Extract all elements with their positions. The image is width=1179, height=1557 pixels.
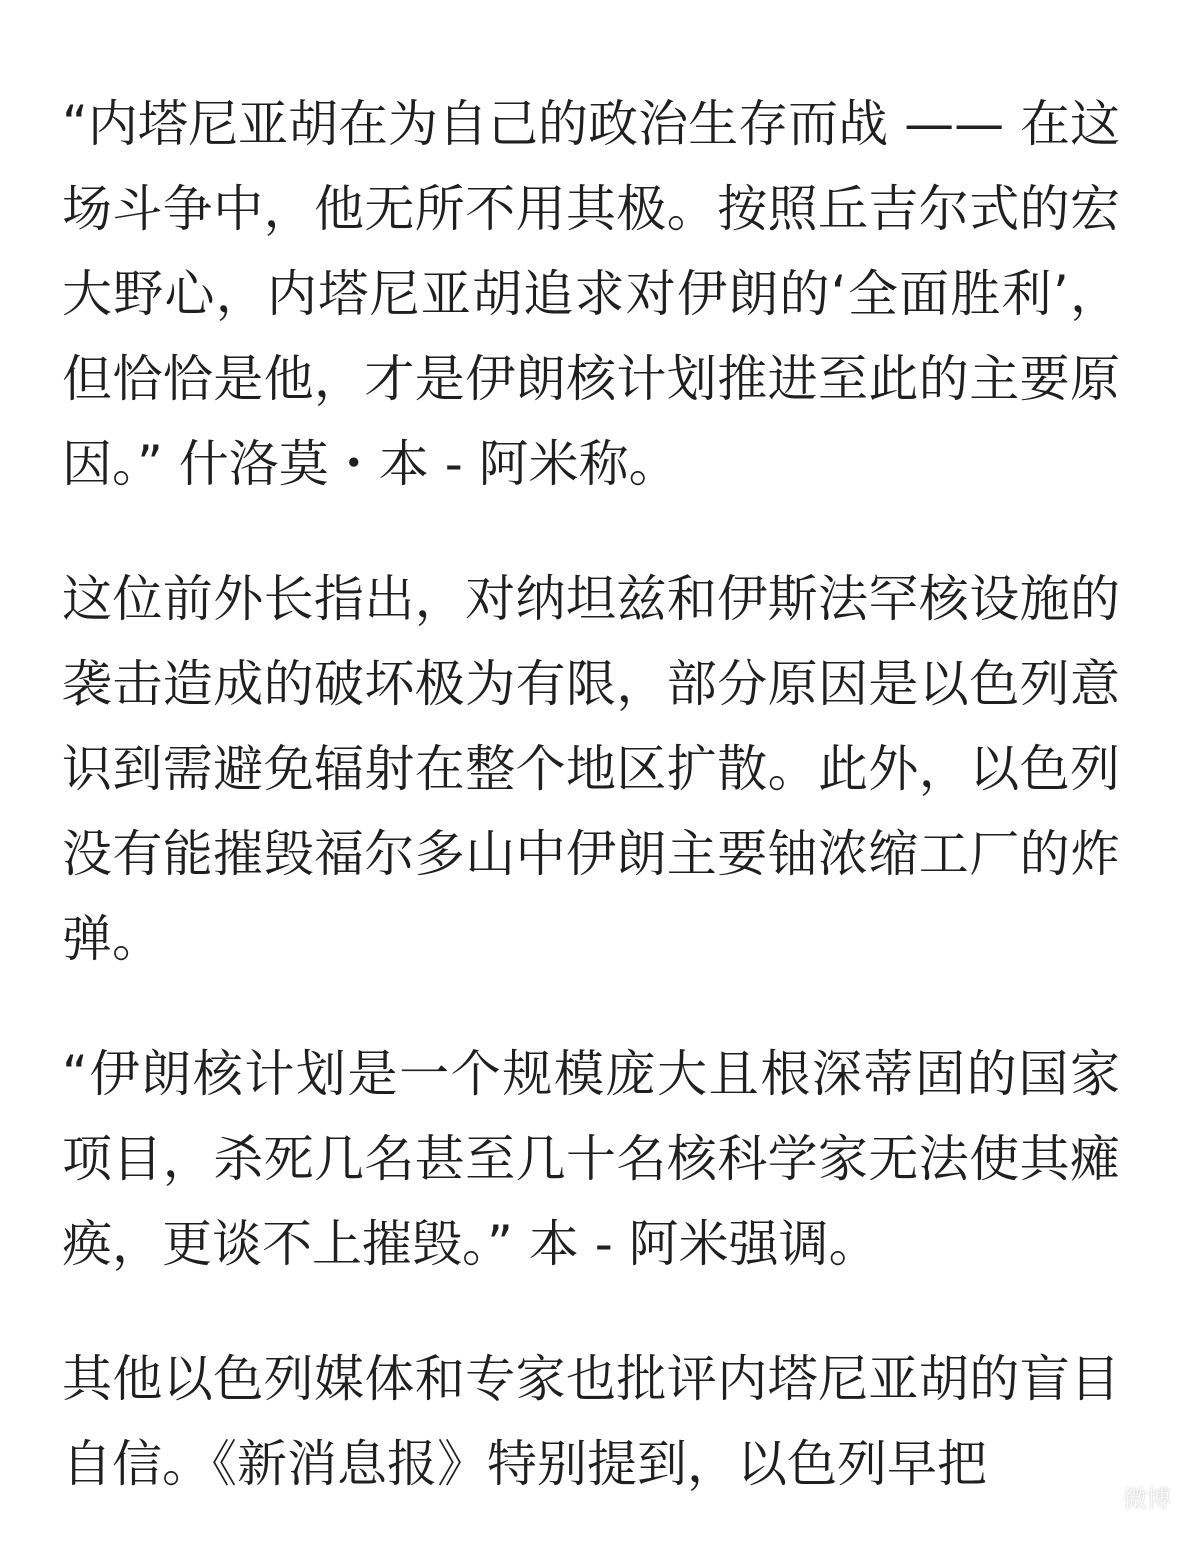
article-paragraph-3: “伊朗核计划是一个规模庞大且根深蒂固的国家项目，杀死几名甚至几十名核科学家无法使其瘫痪，更谈不上摧毁。” 本 - 阿米强调。 (62, 1045, 1120, 1273)
article-body (62, 82, 1120, 1557)
watermark (1087, 1478, 1171, 1514)
article-paragraph-4: 其他以色列媒体和专家也批评内塔尼亚胡的盲目自信。《新消息报》特别提到，以色列早把 (62, 1350, 1120, 1493)
weibo-bars-icon (1087, 1485, 1115, 1507)
article-paragraph-2: 这位前外长指出，对纳坦兹和伊斯法罕核设施的袭击造成的破坏极为有限，部分原因是以色列意识到需避免辐射在整个地区扩散。此外，以色列没有能摧毁福尔多山中伊朗主要铀浓缩工厂的炸弹。 (62, 570, 1120, 968)
article-paragraph-1: “内塔尼亚胡在为自己的政治生存而战 —— 在这场斗争中，他无所不用其极。按照丘吉尔式的宏大野心，内塔尼亚胡追求对伊朗的‘全面胜利’，但恰恰是他，才是伊朗核计划推进至此的主要原因。” 什洛莫・本 - 阿米称。 (62, 95, 1120, 493)
watermark-text: 微博 (1123, 1484, 1171, 1513)
